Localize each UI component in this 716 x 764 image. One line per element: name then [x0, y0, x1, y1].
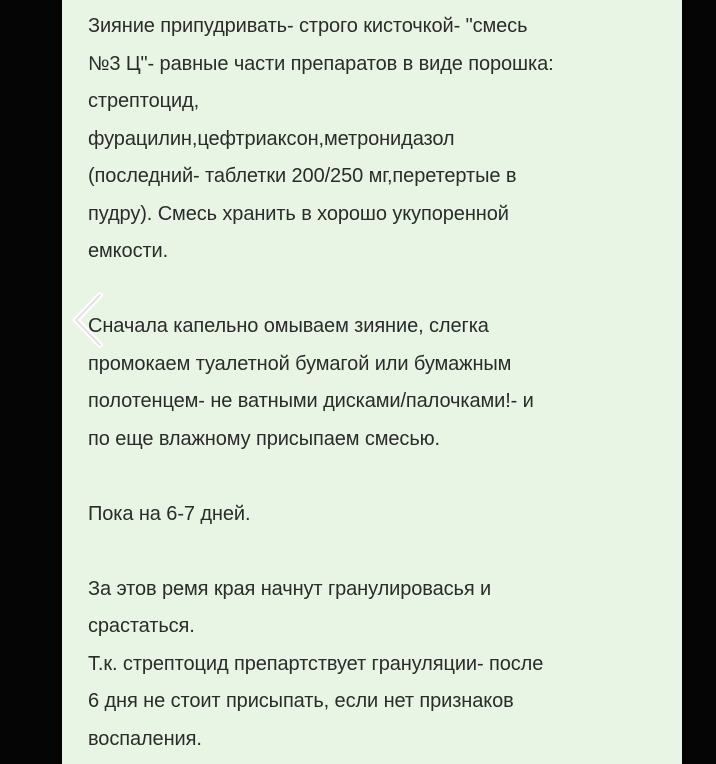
- text-line: емкости.: [88, 240, 169, 262]
- text-line: промокаем туалетной бумагой или бумажным: [88, 352, 512, 375]
- text-line: фурацилин,цефтриаксон,метронидазол: [88, 127, 455, 150]
- paragraph-spacer: [88, 533, 682, 571]
- text-line: воспаления.: [88, 727, 202, 750]
- paragraph-procedure: [88, 308, 658, 458]
- text-line: Зияние припудривать- строго кисточкой- "смесь: [88, 15, 528, 37]
- text-line: Т.к. стрептоцид препартствует грануляции- после: [88, 652, 544, 675]
- text-line: Пока на 6-7 дней.: [88, 502, 251, 525]
- paragraph-granulation: [88, 571, 658, 759]
- right-dark-margin: [682, 0, 716, 764]
- left-dark-margin: [0, 0, 62, 764]
- paragraph-spacer: [88, 458, 682, 496]
- text-line: Сначала капельно омываем зияние, слегка: [88, 315, 489, 337]
- paragraph-duration: [88, 496, 658, 534]
- message-body: [62, 0, 682, 764]
- text-line: по еще влажному присыпаем смесью.: [88, 427, 441, 450]
- text-line: За этов ремя края начнут гранулировасья и: [88, 577, 492, 600]
- paragraph-spacer: [88, 271, 682, 309]
- paragraph-powder-mixture: [88, 8, 658, 271]
- text-line: №3 Ц"- равные части препаратов в виде порошка:: [88, 52, 554, 75]
- chevron-left-icon[interactable]: [66, 291, 114, 349]
- text-line: пудру). Смесь хранить в хорошо укупоренной: [88, 202, 509, 225]
- text-line: срастаться.: [88, 615, 195, 637]
- text-line: 6 дня не стоит присыпать, если нет признаков: [88, 690, 514, 712]
- text-line: (последний- таблетки 200/250 мг,перетертые в: [88, 165, 517, 187]
- text-line: стрептоцид,: [88, 90, 200, 112]
- text-line: полотенцем- не ватными дисками/палочками!- и: [88, 390, 534, 412]
